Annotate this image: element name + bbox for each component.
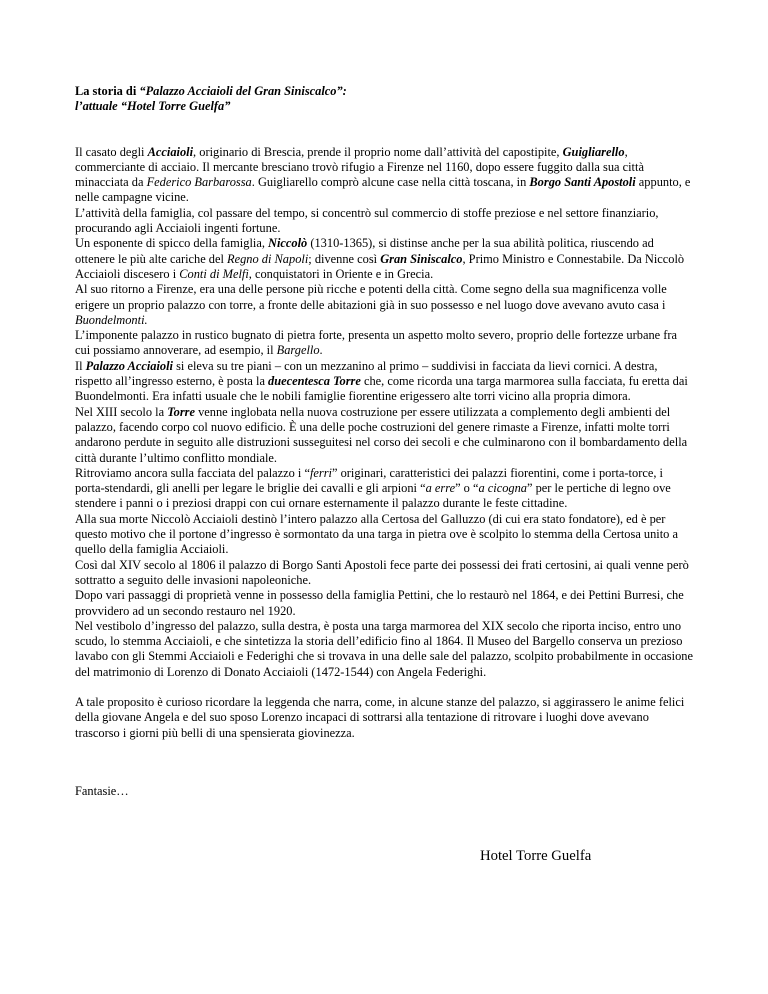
text-run: . [319, 343, 323, 358]
text-run: ; divenne così [308, 251, 381, 266]
text-run: Borgo Santi Apostoli [529, 175, 636, 190]
text-run: L’attività della famiglia, col passare del tempo, si concentrò sul commercio di stoffe preziose e nel settore finanziario, procurando agli Acciaioli ingenti fortune. [75, 205, 659, 236]
title-italic: “Palazzo Acciaioli del Gran Siniscalco”: [139, 84, 347, 98]
text-run: Buondelmonti. [75, 312, 148, 327]
text-run: Al suo ritorno a Firenze, era una delle persone più ricche e potenti della città. Come segno della sua magnificenza volle erigere un proprio palazzo con torre, a fronte delle abitazioni già in suo possesso e nel luogo dove avevano avuto casa i [75, 282, 667, 312]
body-paragraph [75, 405, 695, 466]
text-run: . Guigliarello comprò alcune case nella città toscana, in [251, 175, 530, 190]
body-paragraph [75, 328, 695, 359]
text-run: Regno di Napoli [227, 251, 309, 266]
text-run: a cicogna [478, 481, 527, 496]
body-paragraph [75, 619, 695, 680]
text-run: Palazzo Acciaioli [85, 358, 173, 373]
text-run: Acciaioli [147, 144, 194, 159]
title-subtitle: l’attuale “Hotel Torre Guelfa” [75, 99, 231, 114]
text-run: ” per le pertiche di legno ove stendere i panni o i preziosi drappi con cui ornare esternamente il palazzo durante le feste cittadine. [75, 481, 671, 511]
body-paragraph [75, 512, 695, 558]
text-run: Ritroviamo ancora sulla facciata del palazzo i “ [75, 465, 310, 480]
signature: Hotel Torre Guelfa [480, 848, 592, 864]
text-run: Nel XIII secolo la [75, 404, 168, 419]
text-run: ” originari, caratteristici dei palazzi fiorentini, come i porta-torce, i porta-stendardi, gli anelli per legare le briglie dei cavalli e gli arpioni “ [75, 465, 663, 496]
text-run: , commerciante di acciaio. Il mercante bresciano trovò rifugio a Firenze nel 1160, dopo essere fuggito dalla sua città minacciata da [75, 144, 644, 190]
text-run: Federico Barbarossa [146, 175, 252, 190]
text-run: Alla sua morte Niccolò Acciaioli destinò l’intero palazzo alla Certosa del Galluzzo (di cui era stato fondatore), ed è per questo motivo che il portone d’ingresso è sormontato da una targa in pietra ove è scolpito lo stemma della Certosa unito a quello della famiglia Acciaioli. [75, 511, 678, 557]
body-paragraph [75, 145, 695, 206]
text-run: , conquistatori in Oriente e in Grecia. [248, 266, 434, 281]
text-run: appunto, e nelle campagne vicine. [75, 175, 691, 205]
text-run: , originario di Brescia, prende il proprio nome dall’attività del capostipite, [193, 144, 563, 159]
body-paragraph [75, 466, 695, 512]
text-run: Guigliarello [562, 144, 625, 159]
title-plain: La storia di [75, 84, 140, 98]
legend-paragraph: A tale proposito è curioso ricordare la leggenda che narra, come, in alcune stanze del palazzo, si aggirassero le anime felici della giovane Angela e del suo sposo Lorenzo incapaci di sottrarsi alla tentazione di ritrovare i luoghi dove avevano trascorso i giorni più belli di una spensierata giovinezza. [75, 694, 685, 740]
text-run: si eleva su tre piani – con un mezzanino al primo – suddivisi in facciata da lievi cornici. A destra, rispetto all’ingresso esterno, è posta la [75, 358, 658, 389]
text-run: venne inglobata nella nuova costruzione per essere utilizzata a complemento degli ambienti del palazzo, facendo corpo col nuovo edificio. È una delle poche costruzioni del genere rimaste a Firenze, infatti molte torri andarono perdute in seguito alle distruzioni susseguitesi nel corso dei secoli e che culminarono con il bombardamento della città durante l’ultimo conflitto mondiale. [75, 404, 688, 465]
text-run: , Primo Ministro e Connestabile. Da Niccolò Acciaioli discesero i [75, 251, 685, 281]
text-run: Conti di Melfi [179, 266, 249, 281]
text-run: (1310-1365), si distinse anche per la sua abilità politica, riuscendo ad ottenere le più alte cariche del [75, 236, 654, 266]
text-run: che, come ricorda una targa marmorea sulla facciata, fu eretta dai Buondelmonti. Era infatti usuale che le nobili famiglie fiorentine erigessero alte torri vicino alla propria dimora. [75, 374, 688, 404]
text-run: duecentesca Torre [268, 374, 361, 389]
text-run: Il casato degli [75, 144, 148, 159]
text-run: Bargello [276, 343, 320, 358]
text-run: Un esponente di spicco della famiglia, [75, 236, 269, 251]
body-paragraph [75, 359, 695, 405]
text-run: Nel vestibolo d’ingresso del palazzo, sulla destra, è posta una targa marmorea del XIX secolo che riporta inciso, entro uno scudo, lo stemma Acciaioli, e che sintetizza la storia dell’edificio fino al 1864. Il Museo del Bargello conserva un prezioso lavabo con gli Stemmi Acciaioli e Federighi che si trovava in una delle sale del palazzo, scolpito probabilmente in occasione del matrimonio di Lorenzo di Donato Acciaioli (1472-1544) con Angela Federighi. [75, 618, 693, 679]
text-run: ferri [309, 465, 332, 480]
document-page [75, 84, 695, 799]
body-paragraph [75, 282, 695, 328]
body-paragraph [75, 206, 695, 237]
text-run: Dopo vari passaggi di proprietà venne in possesso della famiglia Pettini, che lo restaurò nel 1864, e dei Pettini Burresi, che provvidero ad un secondo restauro nel 1920. [75, 588, 684, 618]
text-run: Niccolò [268, 236, 308, 251]
text-run: Il [75, 358, 86, 373]
text-run: Torre [167, 404, 195, 419]
text-run: ” o “ [455, 481, 479, 496]
text-run: Gran Siniscalco [380, 251, 463, 266]
body-paragraph [75, 558, 695, 589]
body-paragraph [75, 236, 695, 282]
body-paragraph [75, 588, 695, 619]
document-body [75, 145, 695, 680]
text-run: L’imponente palazzo in rustico bugnato di pietra forte, presenta un aspetto molto severo, proprio delle fortezze urbane fra cui possiamo annoverare, ad esempio, il [75, 328, 677, 358]
text-run: Così dal XIV secolo al 1806 il palazzo di Borgo Santi Apostoli fece parte dei possessi dei frati certosini, ai quali venne però sottratto a seguito delle invasioni napoleoniche. [75, 557, 689, 587]
document-title [75, 84, 695, 115]
text-run: a erre [425, 481, 456, 496]
closing-text: Fantasie… [75, 783, 129, 798]
